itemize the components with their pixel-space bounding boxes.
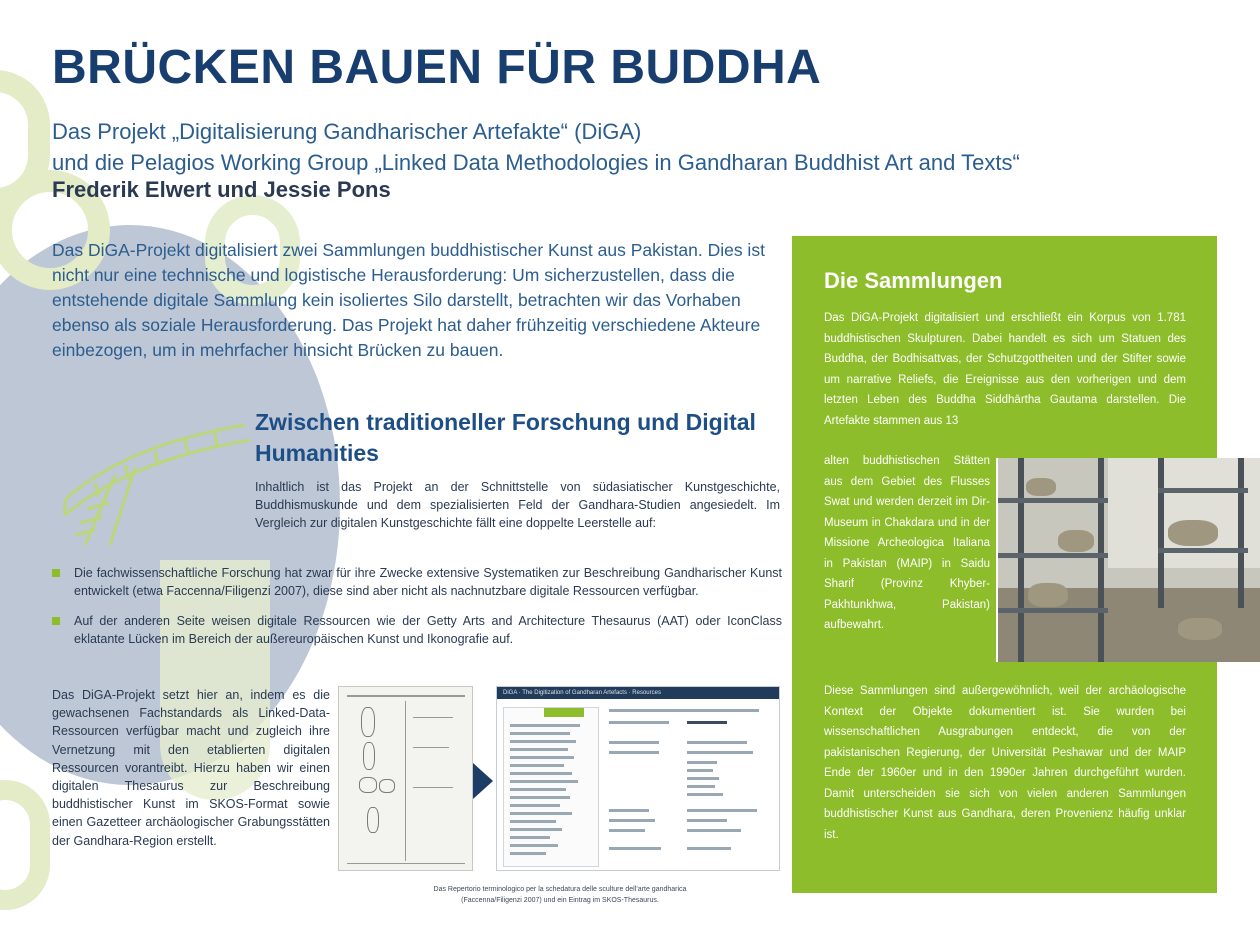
background-ring-bottom [0, 780, 50, 910]
caption-line-2: (Faccenna/Filigenzi 2007) und ein Eintrag im SKOS-Thesaurus. [461, 897, 659, 904]
caption-line-1: Das Repertorio terminologico per la schedatura delle sculture dell’arte gandharica [433, 886, 687, 893]
poster-authors: Frederik Elwert und Jessie Pons [52, 177, 391, 202]
bullet-text: Die fachwissenschaftliche Forschung hat zwar für ihre Zwecke extensive Systematiken zur Beschreibung Gandharischer Kunst entwickelt (etwa Faccenna/Filigenzi 2007), diese sind aber nicht als nachnutzbare digitale Ressourcen verfügbar. [74, 566, 782, 598]
subtitle-line-2: und die Pelagios Working Group „Linked Data Methodologies in Gandharan Buddhist Art and Texts“ [52, 150, 1020, 175]
sammlungen-paragraph-1: Das DiGA-Projekt digitalisiert und erschließt ein Korpus von 1.781 buddhistischen Skulpturen. Dabei handelt es sich um Statuen des Buddha, der Bodhisattvas, der Schutzgottheiten und der Stifter sowie um narrative Reliefs, die Ereignisse aus den vorherigen und dem letzten Leben des Buddha Siddhārtha Gautama darstellen. Die Artefakte stammen aus 13 [824, 312, 1186, 427]
intro-paragraph: Das DiGA-Projekt digitalisiert zwei Sammlungen buddhistischer Kunst aus Pakistan. Dies ist nicht nur eine technische und logistische Herausforderung: Um sicherzustellen, dass die entstehende digitale Sammlung kein isoliertes Silo darstellt, betrachten wir das Vorhaben ebenso als soziale Herausforderung. Das Projekt hat daher frühzeitig verschiedene Akteure einbezogen, um in mehrfacher hinsicht Brücken zu bauen. [52, 240, 765, 360]
list-item [52, 564, 782, 600]
subtitle-line-1: Das Projekt „Digitalisierung Gandharischer Artefakte“ (DiGA) [52, 119, 642, 144]
repertorio-scan-image [338, 686, 473, 871]
diga-approach-paragraph: Das DiGA-Projekt setzt hier an, indem es die gewachsenen Fachstandards als Linked-Data-Ressourcen verfügbar macht und zugleich ihre Vernetzung mit den etablierten digitalen Ressourcen vorantreibt. Hierzu haben wir einen digitalen Thesaurus zur Beschreibung buddhistischer Kunst im SKOS-Format sowie einen Gazetteer archäologischer Grabungsstätten der Gandhara-Region erstellt. [52, 688, 330, 848]
sammlungen-paragraph-1-continued: alten buddhistischen Stätten aus dem Gebiet des Flusses Swat und werden derzeit im Dir-Museum in Chakdara und in der Missione Archeologica Italiana in Pakistan (MAIP) in Saidu Sharif (Provinz Khyber-Pakhtunkhwa, Pakistan) aufbewahrt. [824, 455, 990, 631]
bullet-list [52, 564, 782, 660]
square-bullet-icon [52, 617, 60, 625]
square-bullet-icon [52, 569, 60, 577]
arrow-right-icon [473, 763, 493, 799]
poster-title: BRÜCKEN BAUEN FÜR BUDDHA [52, 41, 822, 94]
sammlungen-heading: Die Sammlungen [824, 268, 1003, 293]
section-paragraph: Inhaltlich ist das Projekt an der Schnittstelle von südasiatischer Kunstgeschichte, Buddhismuskunde und dem spezialisierten Feld der Gandhara-Studien angesiedelt. Im Vergleich zur digitalen Kunstgeschichte fällt eine doppelte Leerstelle auf: [255, 480, 780, 530]
list-item [52, 612, 782, 648]
bridge-icon [55, 405, 255, 555]
section-heading: Zwischen traditioneller Forschung und Digital Humanities [255, 409, 756, 466]
figure-caption [340, 884, 780, 906]
poster-subtitle [52, 116, 1020, 178]
thesaurus-screenshot [496, 686, 780, 871]
storage-shelves-photo [996, 458, 1260, 662]
screenshot-sidebar [503, 707, 599, 867]
sammlungen-paragraph-2: Diese Sammlungen sind außergewöhnlich, weil der archäologische Kontext der Objekte dokumentiert ist. Sie wurden bei wissenschaftlichen Ausgrabungen entdeckt, die von der pakistanischen Regierung, der Universität Peshawar und der MAIP Ende der 1960er und in den 1990er Jahren durchgeführt wurden. Damit unterscheiden sie sich von vielen anderen Sammlungen buddhistischer Kunst aus Gandhara, deren Provenienz häufig unklar ist. [824, 685, 1186, 841]
screenshot-header: DiGA · The Digitization of Gandharan Artefacts · Resources [497, 687, 779, 699]
bullet-text: Auf der anderen Seite weisen digitale Ressourcen wie der Getty Arts and Architecture Thesaurus (AAT) oder IconClass eklatante Lücken im Bereich der außereuropäischen Kunst und Ikonografie auf. [74, 614, 782, 646]
